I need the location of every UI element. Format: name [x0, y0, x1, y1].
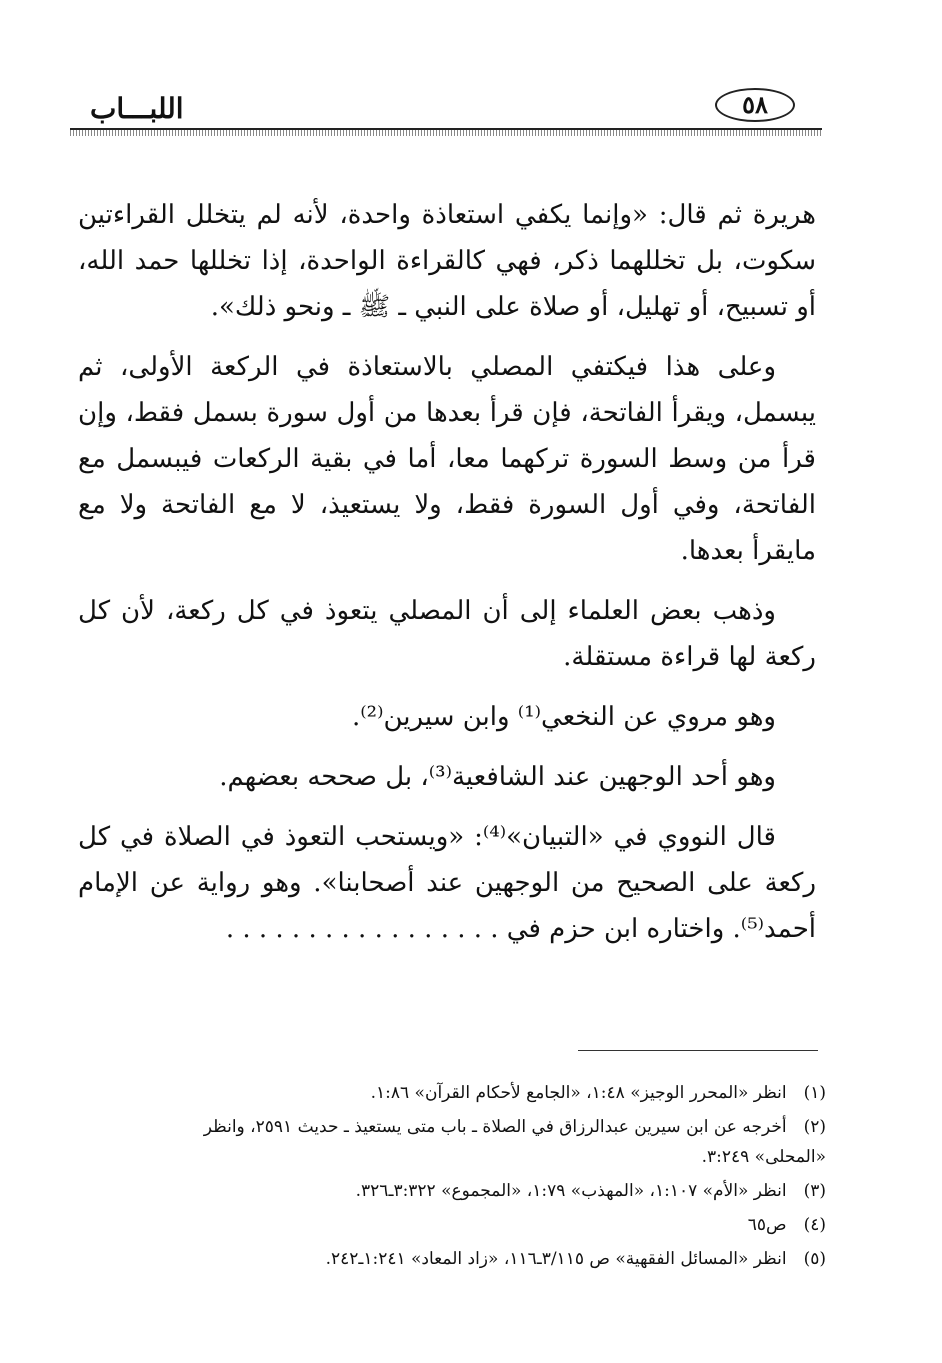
page-number: ٥٨ — [715, 88, 795, 122]
footnote — [200, 1210, 826, 1240]
paragraph: وذهب بعض العلماء إلى أن المصلي يتعوذ في كل ركعة، لأن كل ركعة لها قراءة مستقلة. — [78, 596, 816, 672]
footnote — [200, 1078, 826, 1108]
paragraph: وهو مروي عن النخعي⁽¹⁾ وابن سيرين⁽²⁾. — [351, 702, 776, 732]
footnote-separator — [578, 1050, 818, 1051]
footnote-text: انظر «المحرر الوجيز» ١:٤٨، «الجامع لأحكام القرآن» ١:٨٦. — [370, 1083, 787, 1103]
header-rule — [70, 128, 822, 136]
footnote-text: ص٦٥ — [747, 1215, 787, 1235]
footnote-number: (١) — [803, 1083, 826, 1103]
footnote-number: (٢) — [803, 1117, 826, 1137]
footnotes — [200, 1078, 826, 1278]
paragraph: وهو أحد الوجهين عند الشافعية⁽³⁾، بل صححه بعضهم. — [219, 762, 776, 792]
footnote — [200, 1112, 826, 1172]
paragraph: قال النووي في «التبيان»⁽⁴⁾: «ويستحب التعوذ في الصلاة في كل ركعة على الصحيح من الوجهين عند أصحابنا». وهو رواية عن الإمام أحمد⁽⁵⁾. واختاره ابن حزم في . . . . . . . . . . . . . . . . . — [78, 822, 816, 944]
footnote — [200, 1244, 826, 1274]
footnote-number: (٥) — [803, 1249, 826, 1269]
footnote-text: أخرجه عن ابن سيرين عبدالرزاق في الصلاة ـ باب متى يستعيذ ـ حديث ٢٥٩١، وانظر «المحلى» ٣:٢٤٩. — [203, 1117, 826, 1167]
footnote-number: (٣) — [803, 1181, 826, 1201]
footnote-text: انظر «الأم» ١:١٠٧، «المهذب» ١:٧٩، «المجموع» ٣:٣٢٢ـ٣٢٦. — [355, 1181, 787, 1201]
book-title: اللبـــاب — [90, 92, 184, 125]
main-text — [78, 192, 816, 966]
paragraph: هريرة ثم قال: «وإنما يكفي استعاذة واحدة، لأنه لم يتخلل القراءتين سكوت، بل تخللهما ذكر، فهي كالقراءة الواحدة، إذا تخللها حمد الله، أو تسبيح، أو تهليل، أو صلاة على النبي ـ ﷺ ـ ونحو ذلك». — [78, 200, 816, 322]
footnote-number: (٤) — [803, 1215, 826, 1235]
paragraph: وعلى هذا فيكتفي المصلي بالاستعاذة في الركعة الأولى، ثم يبسمل، ويقرأ الفاتحة، فإن قرأ بعدها من أول سورة بسمل فقط، وإن قرأ من وسط السورة تركهما معا، أما في بقية الركعات فيبسمل مع الفاتحة، وفي أول السورة فقط، ولا يستعيذ، لا مع الفاتحة ولا مع مايقرأ بعدها. — [78, 352, 816, 566]
page-header — [70, 80, 822, 140]
footnote — [200, 1176, 826, 1206]
footnote-text: انظر «المسائل الفقهية» ص ٣/١١٥ـ١١٦، «زاد المعاد» ١:٢٤١ـ٢٤٢. — [325, 1249, 787, 1269]
